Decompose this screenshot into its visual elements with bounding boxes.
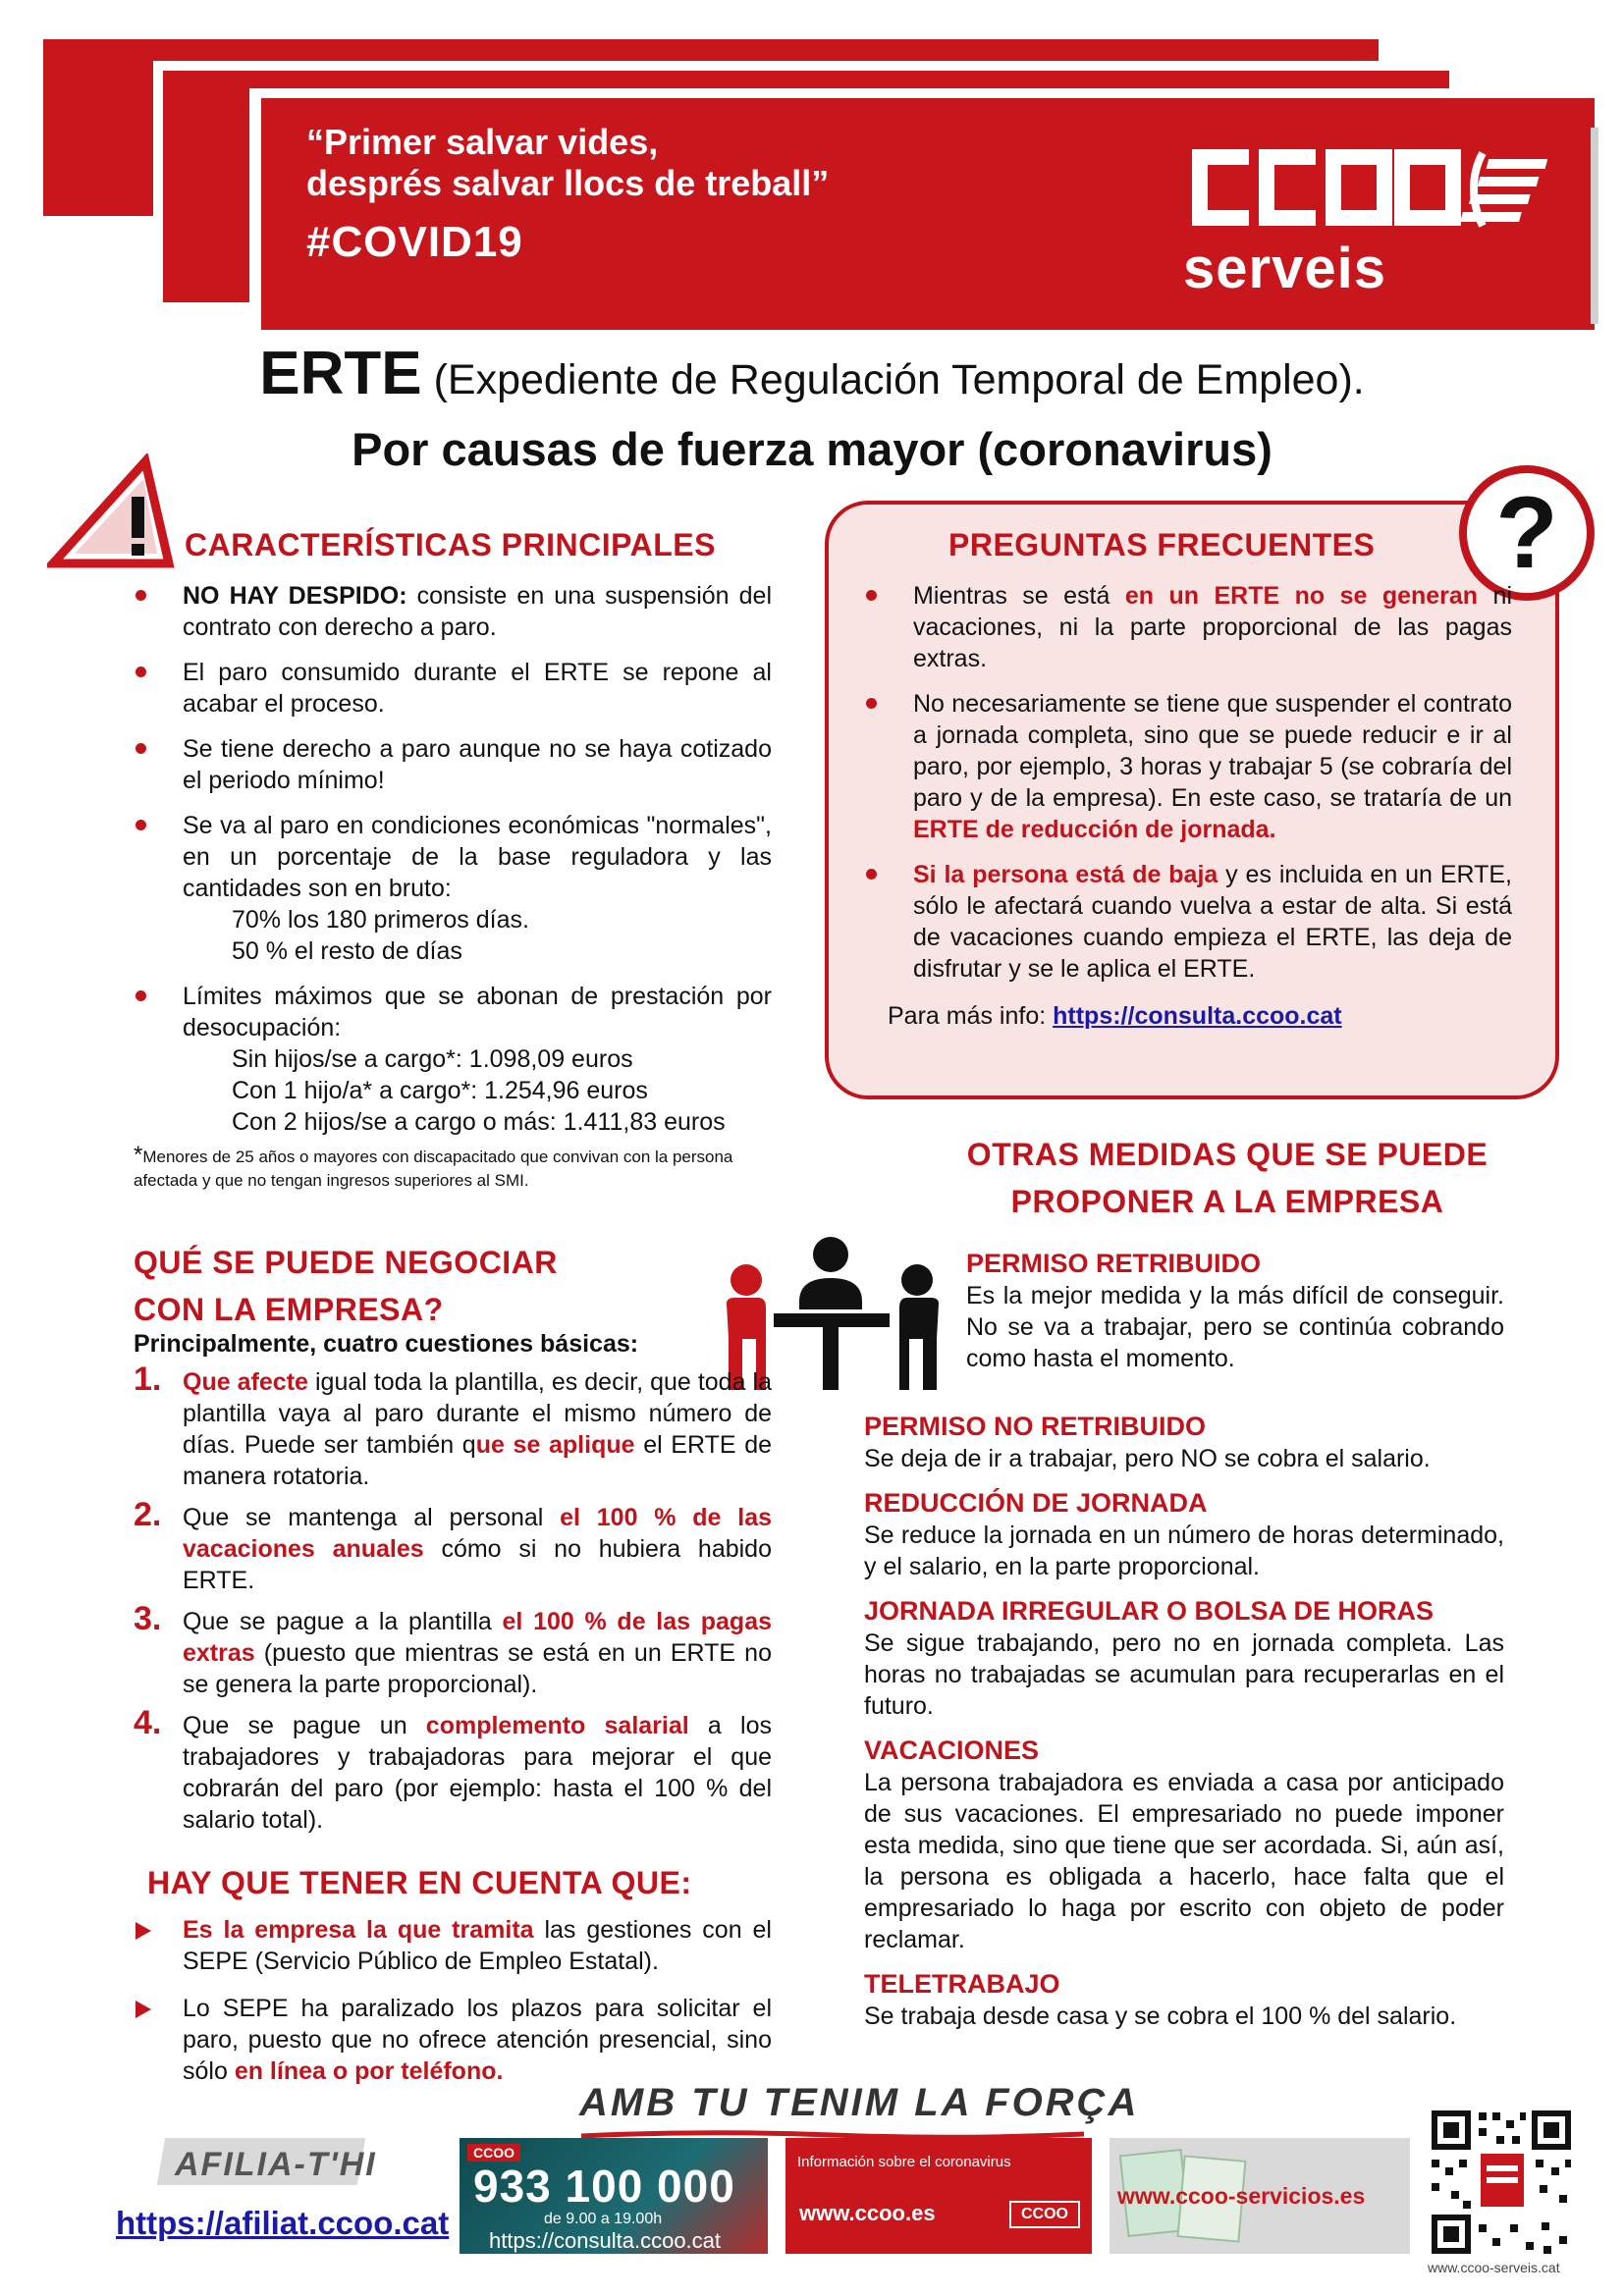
negociar-3-text-b: (puesto que mientras se está en un ERTE no se genera la parte proporcional). bbox=[183, 1639, 772, 1698]
header-shadow bbox=[1591, 128, 1598, 324]
list-item bbox=[134, 1600, 773, 1700]
medida-title: REDUCCIÓN DE JORNADA bbox=[864, 1488, 1208, 1518]
item-number: 3. bbox=[134, 1600, 162, 1637]
faq-1-text-a: Mientras se está bbox=[913, 582, 1125, 610]
list-item bbox=[134, 1914, 772, 1977]
paro-50-line: 50 % el resto de días bbox=[232, 937, 462, 965]
section-faq-heading: PREGUNTAS FRECUENTES bbox=[948, 527, 1376, 562]
tener-1-text: las gestiones con el SEPE (Servicio Público de Empleo Estatal). bbox=[183, 1916, 772, 1975]
negociar-1-strong: Que afecte bbox=[183, 1368, 308, 1396]
medida-title: VACACIONES bbox=[864, 1735, 1040, 1765]
no-despido-text: consiste en una suspensión del contrato con derecho a paro. bbox=[183, 582, 772, 641]
ccoo-logo-o1 bbox=[1333, 157, 1384, 218]
list-item bbox=[134, 810, 772, 967]
footnote-text: Menores de 25 años o mayores con discapacitado que convivan con la persona afectada y que no tengan ingresos superiores al SMI. bbox=[134, 1148, 733, 1190]
medida-text: Es la mejor medida y la más difícil de conseguir. No se va a trabajar, pero se continúa cobrando como hasta el momento. bbox=[966, 1282, 1504, 1372]
negociar-1-strong2: ue se aplique bbox=[475, 1431, 635, 1459]
coronavirus-url: www.ccoo.es bbox=[799, 2201, 936, 2225]
footer-slogan: AMB TU TENIM LA FORÇA bbox=[579, 2081, 1140, 2124]
caracteristicas-list bbox=[134, 580, 772, 1193]
phone-brand: CCOO bbox=[467, 2144, 520, 2162]
otras-heading-line1: OTRAS MEDIDAS QUE SE PUEDE bbox=[966, 1137, 1489, 1172]
header-slogan bbox=[306, 122, 829, 204]
ccoo-logo-flag bbox=[1460, 153, 1547, 226]
ccoo-logo bbox=[1188, 145, 1561, 234]
list-item bbox=[134, 580, 772, 643]
item-number: 2. bbox=[134, 1496, 162, 1533]
paro-condiciones-text: Se va al paro en condiciones económicas "normales", en un porcentaje de la base reguladora y las cantidades son en bruto: bbox=[183, 812, 772, 902]
limite-2-hijos: Con 2 hijos/se a cargo o más: 1.411,83 euros bbox=[232, 1108, 726, 1136]
paro-70-line: 70% los 180 primeros días. bbox=[232, 906, 529, 934]
negociar-heading-line1: QUÉ SE PUEDE NEGOCIAR bbox=[134, 1245, 558, 1280]
ccoo-logo-c1 bbox=[1200, 157, 1249, 218]
medida-text: Se sigue trabajando, pero no en jornada completa. Las horas no trabajadas se acumulan para recuperarlas en el futuro. bbox=[864, 1629, 1504, 1720]
title-erte-rest: (Expediente de Regulación Temporal de Empleo). bbox=[421, 356, 1365, 403]
title-erte: ERTE bbox=[259, 340, 422, 407]
faq-1-text-b: ni vacaciones, ni la parte proporcional de las pagas extras. bbox=[913, 582, 1512, 672]
faq-1-strong: en un ERTE no se generan bbox=[1124, 582, 1479, 610]
limite-1-hijo: Con 1 hijo/a* a cargo*: 1.254,96 euros bbox=[232, 1077, 648, 1104]
faq-2-text-a: No necesariamente se tiene que suspender el contrato a jornada completa, sino que se puede reducir e ir al paro, por ejemplo, 3 horas y trabajar 5 (se cobraría del paro y de la empresa). En este caso, se trataría de un bbox=[913, 690, 1512, 812]
logo-serveis-text: serveis bbox=[1183, 237, 1386, 300]
afilia-text: AFILIA-T'HI bbox=[175, 2146, 377, 2183]
otras-list bbox=[864, 1398, 1504, 2032]
qr-url: www.ccoo-serveis.cat bbox=[1428, 2260, 1560, 2275]
list-item bbox=[134, 981, 772, 1138]
ccoo-mini-logo: CCOO bbox=[1009, 2201, 1080, 2228]
tener-1-strong: Es la empresa la que tramita bbox=[183, 1916, 534, 1944]
item-number: 4. bbox=[134, 1704, 162, 1741]
negociar-4-strong: complemento salarial bbox=[425, 1712, 689, 1739]
limite-sin-hijos: Sin hijos/se a cargo*: 1.098,09 euros bbox=[232, 1045, 633, 1073]
warning-icon bbox=[47, 454, 175, 569]
medida-text: Se deja de ir a trabajar, pero NO se cobra el salario. bbox=[864, 1445, 1431, 1472]
list-item bbox=[134, 1704, 772, 1836]
negociar-1-text-a: igual toda la plantilla, es decir, que toda la plantilla vaya al paro durante el mismo número de días. Puede ser también q bbox=[183, 1368, 772, 1459]
medida-text: Se trabaja desde casa y se cobra el 100 % del salario. bbox=[864, 2002, 1457, 2030]
list-item bbox=[134, 1993, 772, 2087]
faq-2-strong: ERTE de reducción de jornada. bbox=[913, 816, 1276, 843]
medida-title: JORNADA IRREGULAR O BOLSA DE HORAS bbox=[864, 1596, 1435, 1626]
slogan-line-1: “Primer salvar vides, bbox=[306, 122, 659, 162]
phone-banner[interactable] bbox=[460, 2138, 768, 2254]
more-info-label: Para más info: bbox=[888, 1002, 1054, 1030]
faq-more-info bbox=[864, 1000, 1512, 1032]
phone-hours: de 9.00 a 19.00h bbox=[544, 2211, 663, 2227]
negociar-2-text-a: Que se mantenga al personal bbox=[183, 1504, 561, 1531]
negociar-intro: Principalmente, cuatro cuestiones básicas: bbox=[134, 1330, 639, 1358]
tener-2-strong: en línea o por teléfono. bbox=[234, 2057, 504, 2085]
negociar-2-strong: el 100 % de las vacaciones anuales bbox=[183, 1504, 772, 1563]
list-item: El paro consumido durante el ERTE se repone al acabar el proceso. bbox=[134, 657, 772, 720]
section-tener-heading: HAY QUE TENER EN CUENTA QUE: bbox=[147, 1865, 692, 1900]
list-item: Se tiene derecho a paro aunque no se haya cotizado el periodo mínimo! bbox=[134, 733, 772, 796]
otras-heading-line2: PROPONER A LA EMPRESA bbox=[1010, 1184, 1444, 1219]
ccoo-logo-c2 bbox=[1267, 157, 1316, 218]
tener-2-text: Lo SEPE ha paralizado los plazos para solicitar el paro, puesto que no ofrece atención presencial, sino sólo bbox=[183, 1995, 772, 2085]
phone-url: https://consulta.ccoo.cat bbox=[489, 2228, 722, 2253]
afiliat-link[interactable]: https://afiliat.ccoo.cat bbox=[116, 2205, 450, 2241]
negociar-4-text-a: Que se pague un bbox=[183, 1712, 426, 1739]
medida-text: La persona trabajadora es enviada a casa por anticipado de sus vacaciones. El empresariado no puede imponer esta medida, sino que tiene que ser acordada. Si, aún así, la persona es obligada a hacerlo, hace falta que el empresariado lo haga por escrito con objeto de poder reclamar. bbox=[864, 1769, 1504, 1953]
item-number: 1. bbox=[134, 1361, 162, 1398]
tener-list bbox=[134, 1914, 772, 2103]
no-despido-label: NO HAY DESPIDO: bbox=[183, 582, 407, 610]
page-subtitle: Por causas de fuerza mayor (coronavirus) bbox=[352, 423, 1272, 475]
negociar-3-strong: el 100 % de las pagas extras bbox=[183, 1608, 773, 1667]
limites-text: Límites máximos que se abonan de prestación por desocupación: bbox=[183, 983, 772, 1041]
list-item bbox=[864, 580, 1512, 674]
page-title bbox=[0, 339, 1624, 408]
list-item bbox=[134, 1496, 772, 1596]
consulta-link[interactable]: https://consulta.ccoo.cat bbox=[1053, 1002, 1342, 1030]
list-item bbox=[864, 688, 1512, 845]
otras-top-items bbox=[966, 1247, 1504, 1374]
phone-number: 933 100 000 bbox=[473, 2161, 735, 2212]
ccoo-logo-o2 bbox=[1402, 157, 1453, 218]
faq-3-strong: Si la persona está de baja bbox=[913, 861, 1218, 888]
section-negociar-heading bbox=[134, 1239, 558, 1333]
medida-title: TELETRABAJO bbox=[864, 1969, 1060, 1999]
list-item bbox=[134, 1361, 772, 1492]
medida-title: PERMISO NO RETRIBUIDO bbox=[864, 1412, 1207, 1441]
qr-code-icon[interactable] bbox=[1428, 2107, 1575, 2258]
negociar-list bbox=[134, 1361, 773, 1845]
medida-title: PERMISO RETRIBUIDO bbox=[966, 1249, 1262, 1278]
section-otras-heading bbox=[884, 1131, 1571, 1225]
header-hashtag: #COVID19 bbox=[306, 218, 523, 266]
servicios-banner[interactable] bbox=[1110, 2138, 1410, 2254]
negociar-4-text-b: a los trabajadores y trabajadoras para mejorar el que cobrarán del paro (por ejemplo: hasta el 100 % del salario total). bbox=[183, 1712, 772, 1834]
negociar-1-text-b: el ERTE de manera rotatoria. bbox=[183, 1431, 772, 1490]
slogan-line-2: després salvar llocs de treball” bbox=[306, 163, 830, 203]
negociar-3-text-a: Que se pague a la plantilla bbox=[183, 1608, 503, 1635]
list-item bbox=[864, 859, 1512, 985]
section-caracteristicas-heading: CARACTERÍSTICAS PRINCIPALES bbox=[185, 527, 716, 562]
negociar-heading-line2: CON LA EMPRESA? bbox=[134, 1292, 444, 1327]
question-mark-icon: ? bbox=[1459, 465, 1595, 601]
footnote bbox=[134, 1144, 772, 1193]
servicios-url: www.ccoo-servicios.es bbox=[1117, 2183, 1366, 2209]
medida-text: Se reduce la jornada en un número de horas determinado, y el salario, en la parte proporcional. bbox=[864, 1522, 1504, 1580]
faq-3-text-b: y es incluida en un ERTE, sólo le afectará cuando vuelva a estar de alta. Si está de vacaciones cuando empieza el ERTE, las deja de disfrutar y se le aplica el ERTE. bbox=[913, 861, 1512, 983]
coronavirus-banner[interactable] bbox=[785, 2138, 1092, 2254]
negociar-2-text-b: cómo si no hubiera habido ERTE. bbox=[183, 1535, 772, 1594]
footnote-star: * bbox=[134, 1142, 143, 1168]
coronavirus-title: Información sobre el coronavirus bbox=[797, 2154, 1011, 2170]
faq-list bbox=[864, 580, 1512, 1032]
